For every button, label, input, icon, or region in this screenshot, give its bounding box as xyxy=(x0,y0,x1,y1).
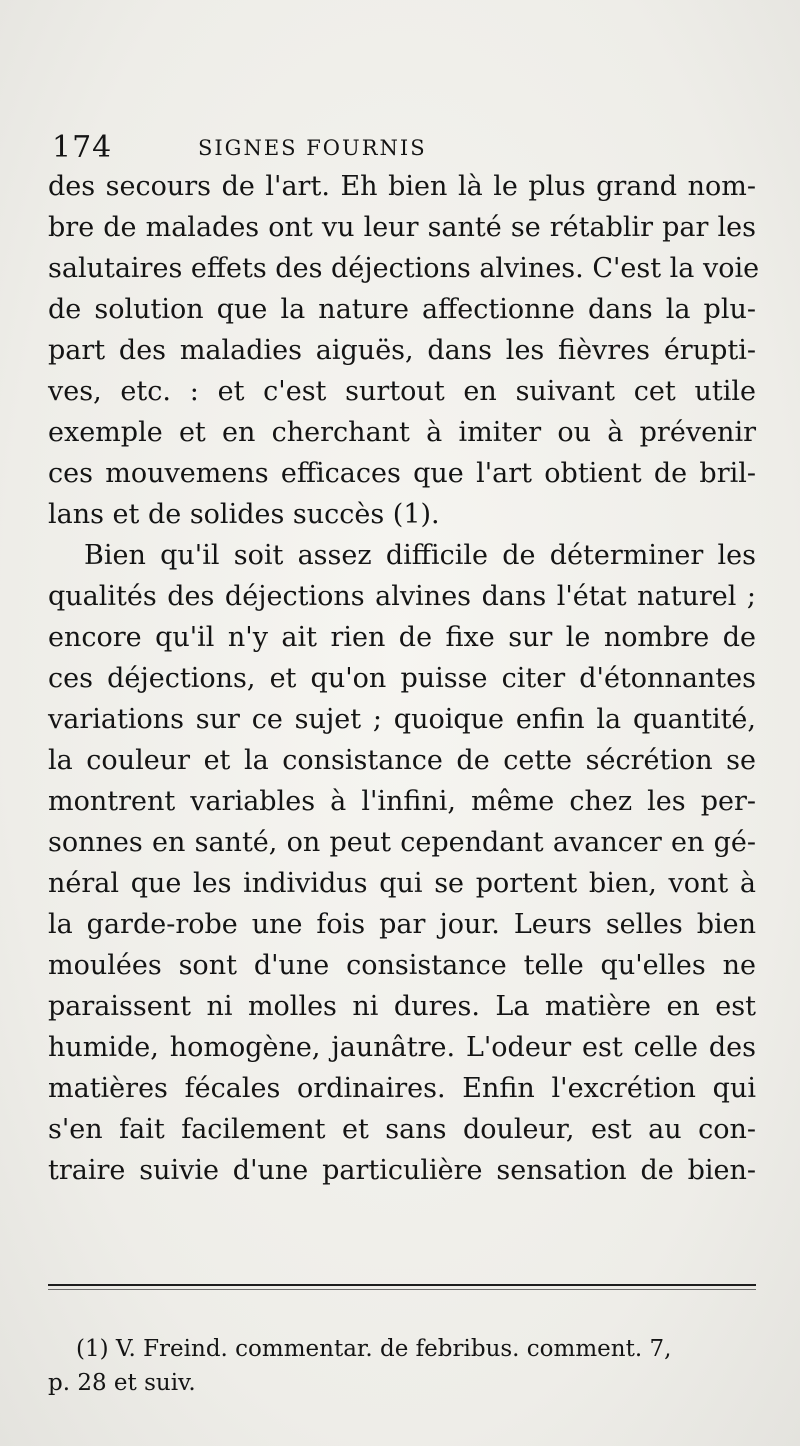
text-line: la couleur et la consistance de cette sécrétion se xyxy=(48,745,756,776)
text-line: ces mouvemens efficaces que l'art obtient de bril- xyxy=(48,458,756,489)
text-line: paraissent ni molles ni dures. La matière en est xyxy=(48,991,756,1022)
text-line: moulées sont d'une consistance telle qu'elles ne xyxy=(48,950,756,981)
text-line: part des maladies aiguës, dans les fièvres érupti- xyxy=(48,335,756,366)
running-head: SIGNES FOURNIS xyxy=(198,136,427,160)
footnote-rule xyxy=(48,1284,756,1286)
text-line: montrent variables à l'infini, même chez les per- xyxy=(48,786,756,817)
text-line: lans et de solides succès (1). xyxy=(48,499,440,530)
page-header xyxy=(48,128,748,168)
text-line: humide, homogène, jaunâtre. L'odeur est celle des xyxy=(48,1032,756,1063)
text-line: bre de malades ont vu leur santé se rétablir par les xyxy=(48,212,756,243)
text-line: néral que les individus qui se portent bien, vont à xyxy=(48,868,756,899)
text-line: encore qu'il n'y ait rien de fixe sur le nombre de xyxy=(48,622,756,653)
text-line: la garde-robe une fois par jour. Leurs selles bien xyxy=(48,909,756,940)
footnote-rule-shadow xyxy=(48,1289,756,1290)
text-line: ves, etc. : et c'est surtout en suivant cet utile xyxy=(48,376,756,407)
text-line: des secours de l'art. Eh bien là le plus grand nom- xyxy=(48,171,756,202)
text-line: exemple et en cherchant à imiter ou à prévenir xyxy=(48,417,756,448)
footnote-line: p. 28 et suiv. xyxy=(48,1370,196,1396)
text-line: s'en fait facilement et sans douleur, est au con- xyxy=(48,1114,756,1145)
text-line: matières fécales ordinaires. Enfin l'excrétion qui xyxy=(48,1073,756,1104)
body-text xyxy=(48,166,760,1191)
text-line: Bien qu'il soit assez difficile de déterminer les xyxy=(84,540,756,571)
footnote-line: (1) V. Freind. commentar. de febribus. comment. 7, xyxy=(76,1336,672,1362)
text-line: de solution que la nature affectionne dans la plu- xyxy=(48,294,756,325)
page-number: 174 xyxy=(52,130,113,165)
footnote xyxy=(48,1332,756,1400)
text-line: variations sur ce sujet ; quoique enfin la quantité, xyxy=(48,704,756,735)
text-line: sonnes en santé, on peut cependant avancer en gé- xyxy=(48,827,756,858)
text-line: salutaires effets des déjections alvines. C'est la voie xyxy=(48,253,760,284)
text-line: traire suivie d'une particulière sensation de bien- xyxy=(48,1155,756,1186)
text-line: qualités des déjections alvines dans l'état naturel ; xyxy=(48,581,756,612)
text-line: ces déjections, et qu'on puisse citer d'étonnantes xyxy=(48,663,756,694)
